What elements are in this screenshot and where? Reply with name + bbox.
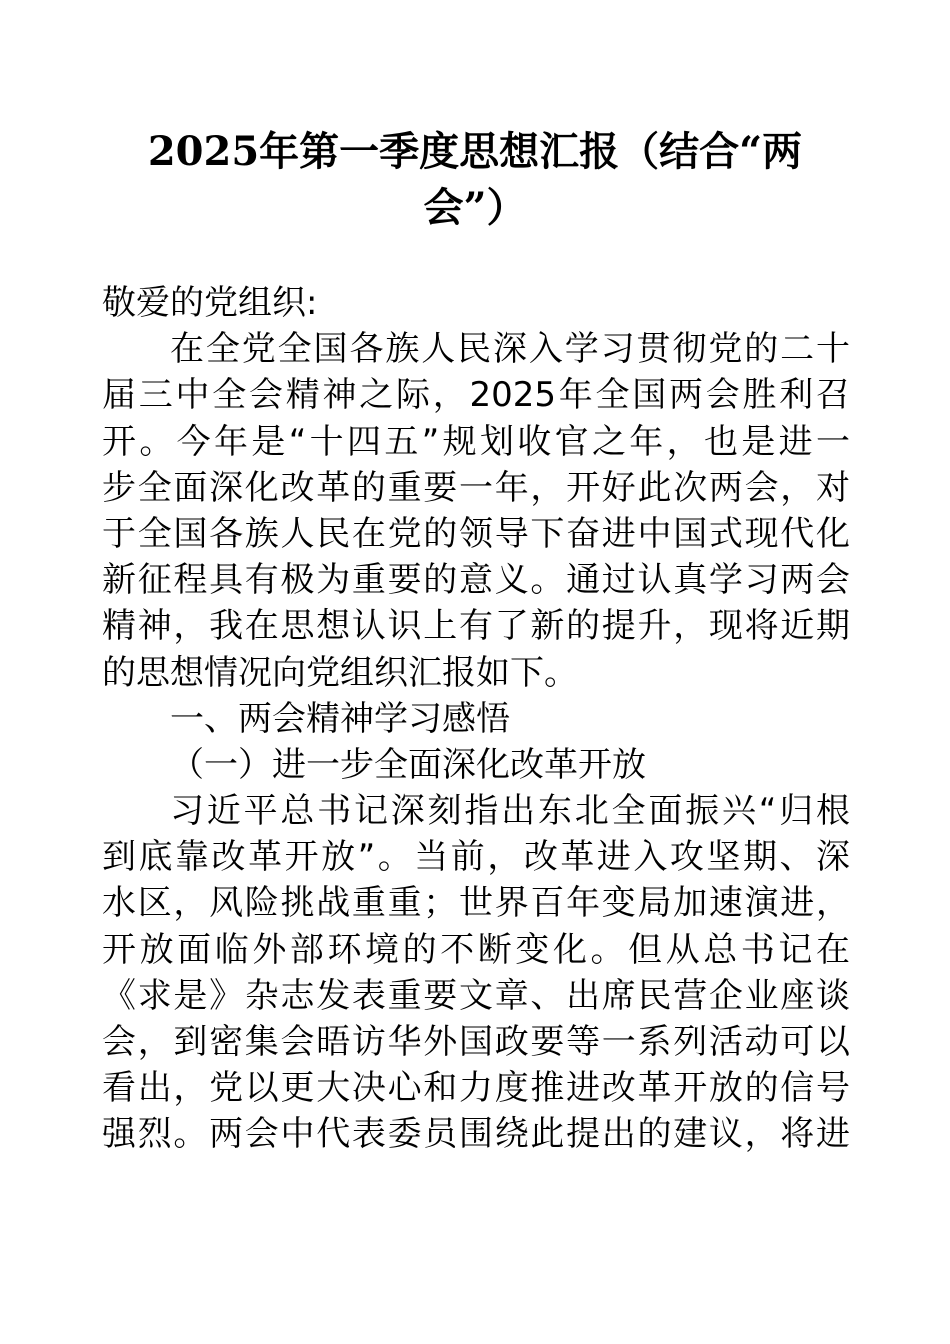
body-line: 精神，我在思想认识上有了新的提升，现将近期 xyxy=(102,606,850,647)
body-line: 到底靠改革开放”。当前，改革进入攻坚期、深 xyxy=(102,837,850,878)
document-title xyxy=(100,124,850,236)
document-body xyxy=(102,280,850,1158)
title-line-2: 会”） xyxy=(423,184,527,231)
body-line: 于全国各族人民在党的领导下奋进中国式现代化 xyxy=(102,513,850,554)
body-line: 看出，党以更大决心和力度推进改革开放的信号 xyxy=(102,1068,850,1109)
body-line: 水区，风险挑战重重；世界百年变局加速演进， xyxy=(102,883,850,924)
body-line: 步全面深化改革的重要一年，开好此次两会，对 xyxy=(102,467,850,508)
body-line: 开放面临外部环境的不断变化。但从总书记在 xyxy=(102,929,850,970)
body-line: 届三中全会精神之际，2025年全国两会胜利召 xyxy=(102,375,850,416)
body-line: 会，到密集会晤访华外国政要等一系列活动可以 xyxy=(102,1022,850,1062)
body-line: 强烈。两会中代表委员围绕此提出的建议，将进 xyxy=(102,1114,850,1155)
body-line: 在全党全国各族人民深入学习贯彻党的二十 xyxy=(170,329,850,370)
body-line: 开。今年是“十四五”规划收官之年，也是进一 xyxy=(102,421,850,462)
body-line: 一、两会精神学习感悟 xyxy=(170,698,510,739)
body-line: 习近平总书记深刻指出东北全面振兴“归根 xyxy=(170,791,850,832)
body-line: （一）进一步全面深化改革开放 xyxy=(170,744,646,785)
body-line: 《求是》杂志发表重要文章、出席民营企业座谈 xyxy=(102,975,850,1016)
title-line-1: 2025年第一季度思想汇报（结合“两 xyxy=(147,128,803,175)
body-line: 新征程具有极为重要的意义。通过认真学习两会 xyxy=(102,560,850,601)
body-line: 敬爱的党组织: xyxy=(102,283,318,323)
body-line: 的思想情况向党组织汇报如下。 xyxy=(102,652,578,693)
